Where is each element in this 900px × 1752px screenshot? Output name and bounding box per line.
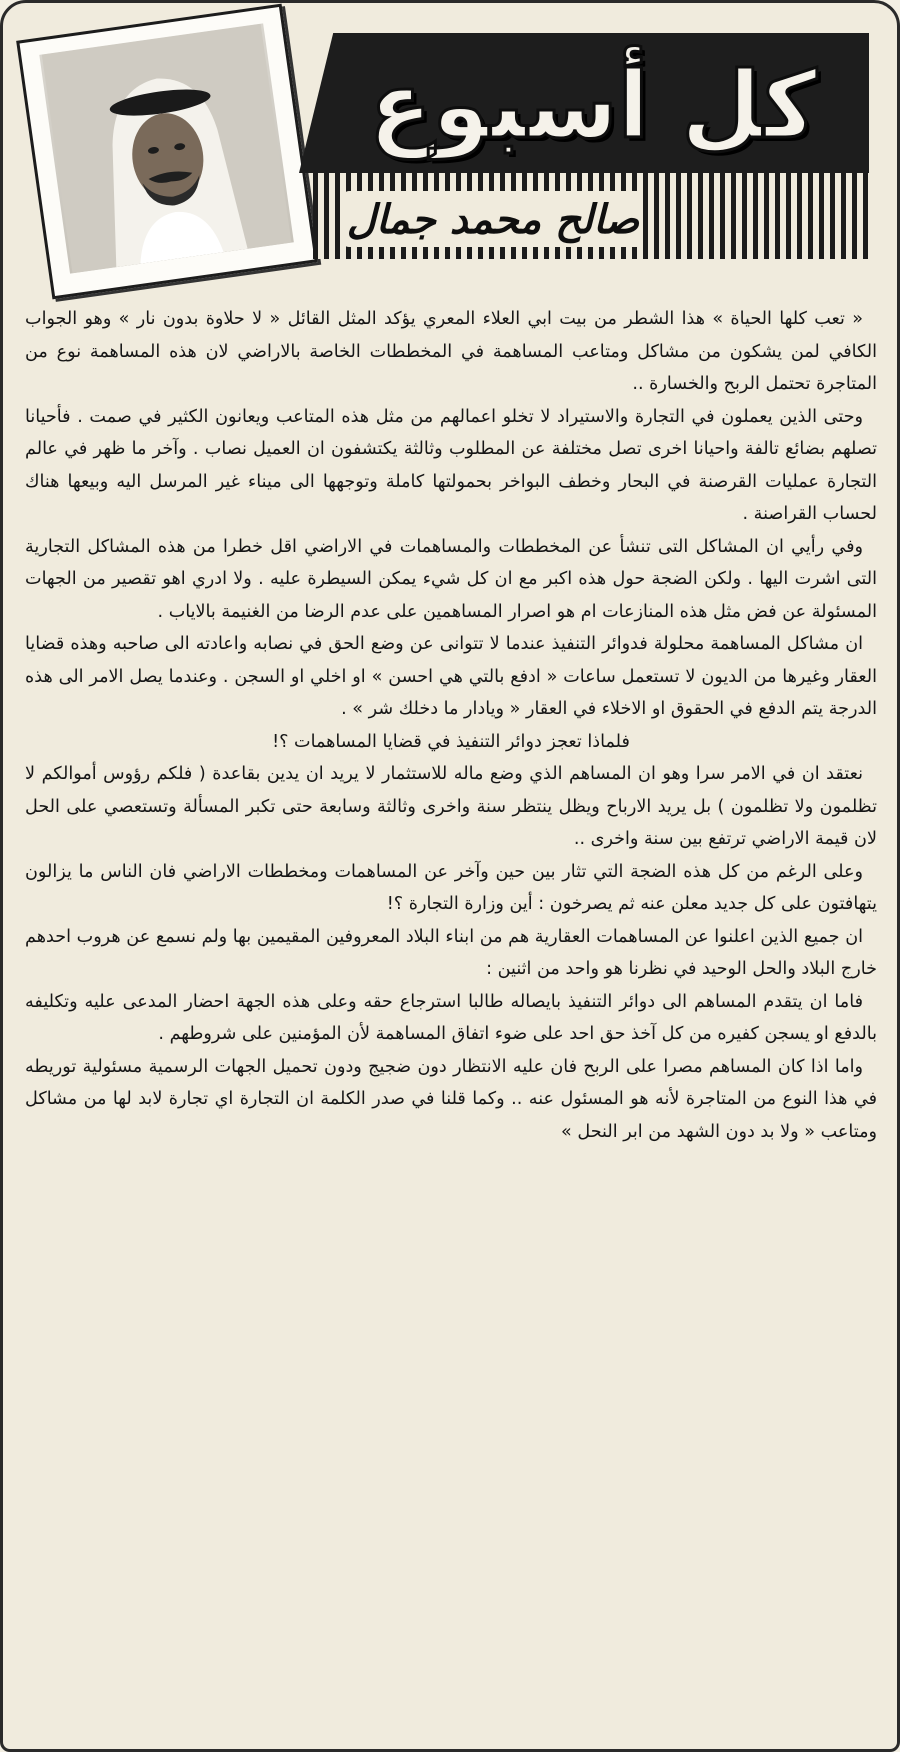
author-photo: [39, 23, 294, 273]
paragraph: ان مشاكل المساهمة محلولة فدوائر التنفيذ عندما لا تتوانى عن وضع الحق في نصابه واعادته الى صاحبه وهذه قضايا العقار وغيرها من الديون لا تستعمل ساعات « ادفع بالتي هي احسن » او اخلي او السجن . وعندما يصل الامر الى هذه الدرجة يتم الدفع في الحقوق او الاخلاء في العقار « ويادار ما دخلك شر » .: [25, 634, 877, 719]
portrait-icon: [39, 23, 294, 273]
article-body: [25, 303, 877, 1148]
author-photo-frame: [16, 4, 318, 300]
paragraph: فاما ان يتقدم المساهم الى دوائر التنفيذ بايصاله طالبا استرجاع حقه وعلى هذه الجهة احضار المدعى عليه وتكليفه بالدفع او يسجن كفيره من كل آخذ حق احد على ضوء اتفاق المساهمة لأن المؤمنين على شروطهم .: [25, 991, 877, 1044]
column-title: كل أسبوع: [369, 52, 817, 159]
paragraph-question: فلماذا تعجز دوائر التنفيذ في قضايا المساهمات ؟!: [272, 731, 630, 752]
paragraph: واما اذا كان المساهم مصرا على الربح فان عليه الانتظار دون ضجيج ودون تحميل الجهات الرسمية مسئولية توريطه في هذا النوع من المتاجرة لأنه هو المسئول عنه .. وكما قلنا في صدر الكلمة ان التجارة اي تجارة لابد لها من مشاكل ومتاعب « ولا بد دون الشهد من ابر النحل »: [25, 1056, 877, 1142]
paragraph: « تعب كلها الحياة » هذا الشطر من بيت ابي العلاء المعري يؤكد المثل القائل « لا حلاوة بدون نار » وهو الجواب الكافي لمن يشكون من مشاكل ومتاعب المساهمة في المخططات الخاصة بالاراضي لان هذه المساهمة نوع من المتاجرة تحتمل الربح والخسارة ..: [25, 309, 877, 394]
paragraph: نعتقد ان في الامر سرا وهو ان المساهم الذي وضع ماله للاستثمار لا يريد ان يدين بقاعدة ( فلكم رؤوس أموالكم لا تظلمون ولا تظلمون ) بل يريد الارباح ويظل ينتظر سنة واخرى وثالثة وسابعة حتى تكبر المسألة وتستعصي على الحل لان قيمة الاراضي ترتفع بين سنة واخرى ..: [25, 764, 877, 849]
paragraph: وفي رأيي ان المشاكل التى تنشأ عن المخططات والمساهمات في الاراضي اقل خطرا من هذه المشاكل التجارية التى اشرت اليها . ولكن الضجة حول هذه اكبر مع ان كل شيء يمكن السيطرة عليه . ولا ادري اهو تقصير من الجهات المسئولة عن فض مثل هذه المنازعات ام هو اصرار المساهمين على عدم الرضا من الغنيمة بالاياب .: [25, 536, 877, 622]
author-name: صالح محمد جمال: [343, 191, 643, 247]
paragraph: ان جميع الذين اعلنوا عن المساهمات العقارية هم من ابناء البلاد المعروفين المقيمين بها ولم نسمع عن هروب احدهم خارج البلاد والحل الوحيد في نظرنا هو واحد من اثنين :: [25, 926, 877, 979]
paragraph: وعلى الرغم من كل هذه الضجة التي تثار بين حين وآخر عن المساهمات ومخططات الاراضي فان الناس ما يزالون يتهافتون على كل جديد معلن عنه ثم يصرخون : أين وزارة التجارة ؟!: [25, 861, 877, 914]
paragraph: وحتى الذين يعملون في التجارة والاستيراد لا تخلو اعمالهم من مثل هذه المتاعب ويعانون الكثير في صمت . فأحيانا تصلهم بضائع تالفة واحيانا اخرى تصل مختلفة عن المطلوب وثالثة يكتشفون ان العميل نصاب . وآخر ما ظهر في عالم التجارة عمليات القرصنة في البحار وخطف البواخر بحمولتها كاملة وتوجهها الى ميناء غير المرسل اليه وبيعها هناك لحساب القراصنة .: [25, 406, 877, 524]
column-header: [3, 3, 897, 303]
